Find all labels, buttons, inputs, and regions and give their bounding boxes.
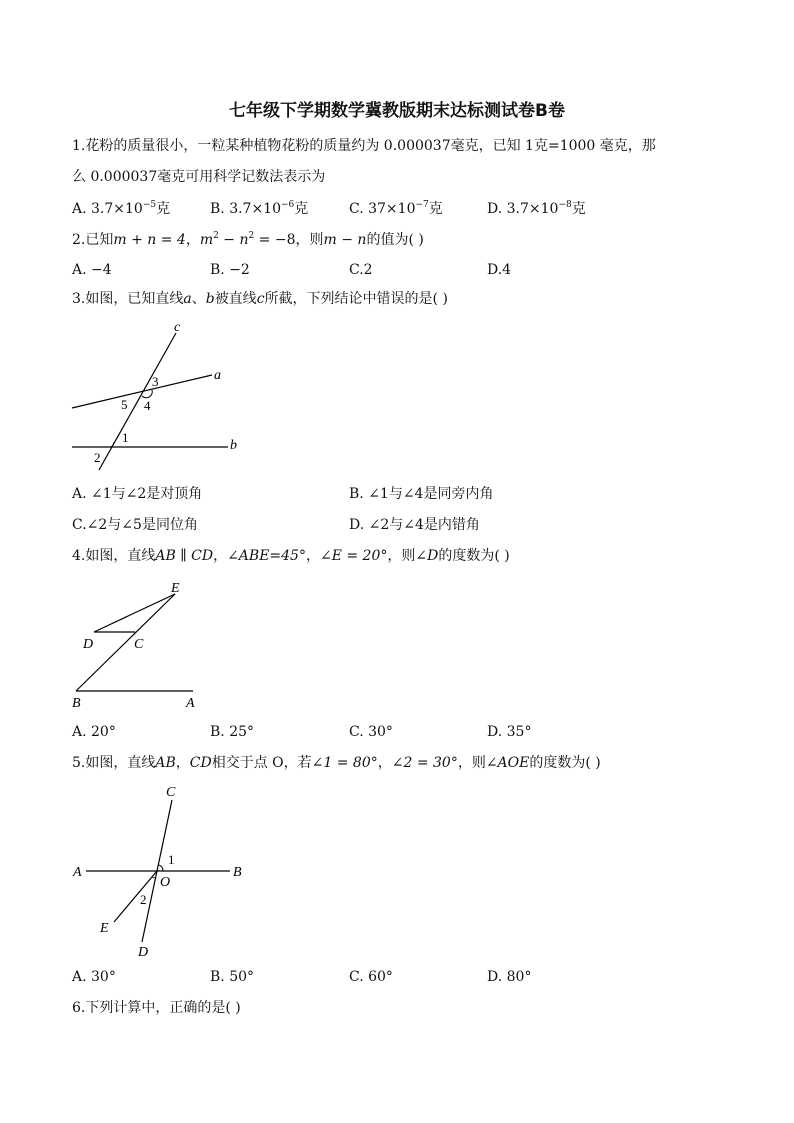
q1-option-c: C. $37\times 10^{-7}$克 <box>349 200 443 217</box>
q5-option-b: B. 50° <box>210 969 255 985</box>
q5-label-b: B <box>233 865 242 880</box>
q5-option-a: A. 30° <box>72 969 116 985</box>
q3-label-c: c <box>174 320 181 335</box>
q1-option-d: D. $3.7\times 10^{-8}$克 <box>487 200 586 217</box>
q3-angle-3: 3 <box>152 374 159 389</box>
q2-stem: 2.已知m + n = 4，$m^2 - n^2 = -8$，则m − n的值为( ) <box>72 231 424 248</box>
q4-option-a: A. 20° <box>72 724 116 740</box>
q5-ray-oe <box>114 871 157 922</box>
q5-label-c: C <box>166 785 176 800</box>
q3-angle-1: 1 <box>122 430 129 445</box>
q3-label-a: a <box>214 368 221 383</box>
q1-stem-line1: 1.花粉的质量很小，一粒某种植物花粉的质量约为 0.000037毫克，已知 1克=1000 毫克，那 <box>72 138 656 154</box>
q3-option-d: D. ∠2与∠4是内错角 <box>349 517 480 533</box>
q5-label-e: E <box>100 921 109 936</box>
q3-angle-2: 2 <box>94 450 101 465</box>
q5-angle-arc <box>159 865 163 871</box>
q5-angle-2: 2 <box>140 892 147 907</box>
q1-option-a: A. $3.7\times 10^{-5}$克 <box>72 200 171 217</box>
q5-label-d: D <box>138 945 149 960</box>
q5-option-d: D. 80° <box>487 969 532 985</box>
q1-option-b: B. $3.7\times 10^{-6}$克 <box>210 200 309 217</box>
q4-option-d: D. 35° <box>487 724 532 740</box>
q4-label-c: C <box>134 637 144 652</box>
q3-stem: 3.如图，已知直线a、b被直线c所截，下列结论中错误的是( ) <box>72 291 448 307</box>
q2-option-b: B. −2 <box>210 262 250 278</box>
q3-option-a: A. ∠1与∠2是对顶角 <box>72 486 203 502</box>
q3-angle-5: 5 <box>121 397 128 412</box>
q4-label-e: E <box>171 581 180 596</box>
q4-label-b: B <box>72 696 81 711</box>
q6-stem: 6.下列计算中，正确的是( ) <box>72 1000 241 1016</box>
q4-label-d: D <box>83 637 94 652</box>
q4-stem: 4.如图，直线AB ∥ CD，∠ABE=45°，∠E = 20°，则∠D的度数为( ) <box>72 548 510 564</box>
q5-option-c: C. 60° <box>349 969 393 985</box>
q3-option-b: B. ∠1与∠4是同旁内角 <box>349 486 494 502</box>
q5-stem: 5.如图，直线AB，CD相交于点 O，若∠1 = 80°，∠2 = 30°，则∠AOE的度数为( ) <box>72 755 601 771</box>
q3-option-c: C.∠2与∠5是同位角 <box>72 517 198 533</box>
q5-label-a: A <box>73 865 82 880</box>
q1-stem-line2: 么 0.000037毫克可用科学记数法表示为 <box>72 169 326 185</box>
q2-option-a: A. −4 <box>72 262 112 278</box>
q4-option-c: C. 30° <box>349 724 393 740</box>
q4-label-a: A <box>186 696 195 711</box>
page-title: 七年级下学期数学冀教版期末达标测试卷B卷 <box>229 101 565 121</box>
q5-label-o: O <box>160 875 171 890</box>
q3-angle-4: 4 <box>144 398 151 413</box>
q3-label-b: b <box>230 438 237 453</box>
q2-option-d: D.4 <box>487 262 512 278</box>
q2-option-c: C.2 <box>349 262 373 278</box>
q4-option-b: B. 25° <box>210 724 255 740</box>
q5-angle-1: 1 <box>168 852 175 867</box>
